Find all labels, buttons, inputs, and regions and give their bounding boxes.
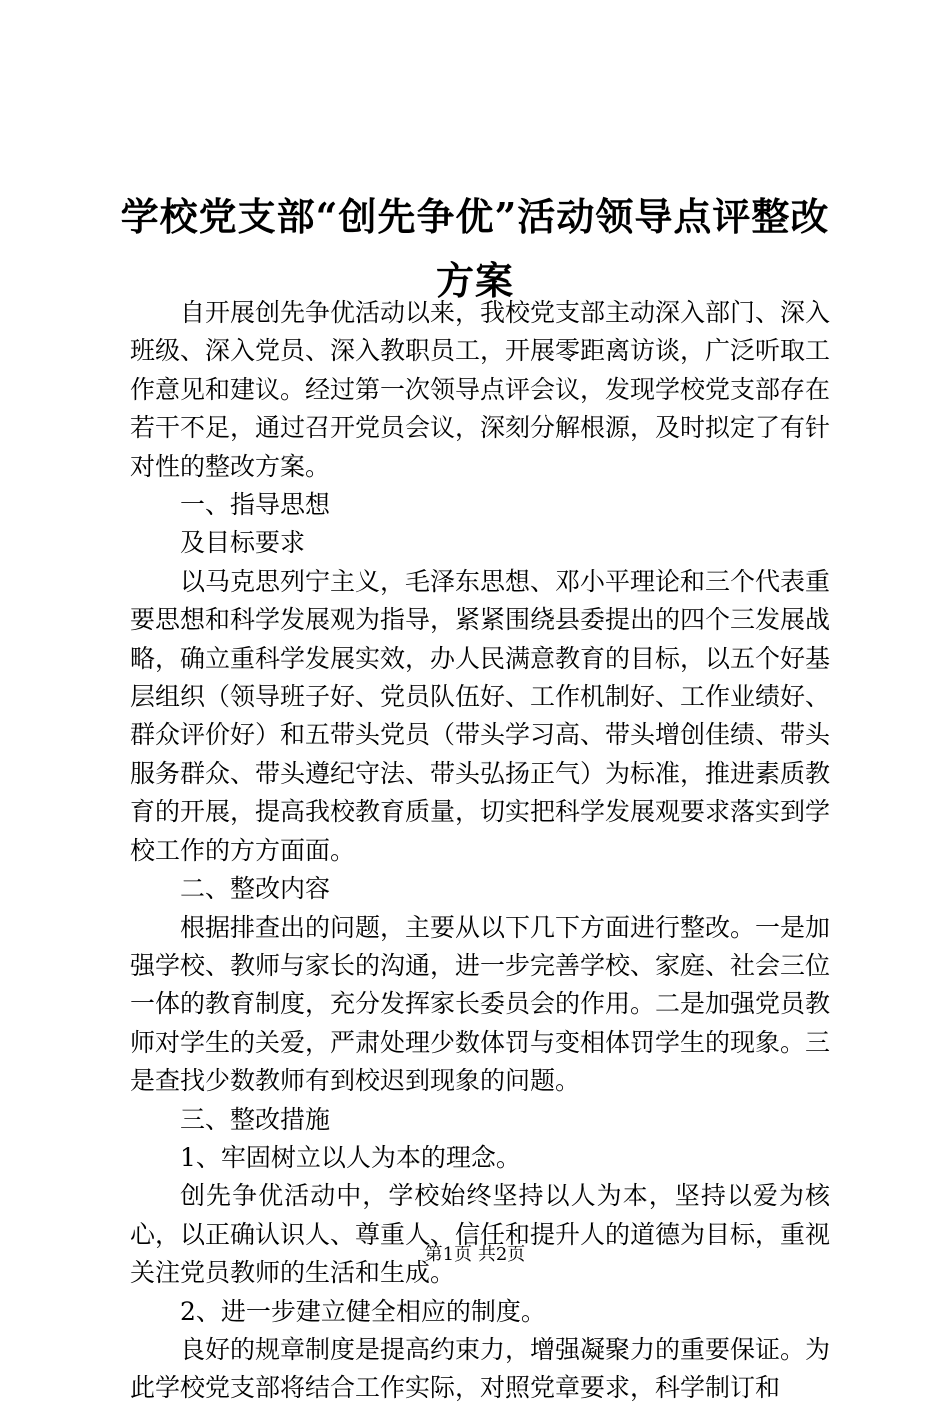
page-footer: 第1页 共2页 (424, 1244, 526, 1265)
subheading-people-oriented: 1、牢固树立以人为本的理念。 (180, 1142, 521, 1172)
people-oriented-paragraph: 创先争优活动中，学校始终坚持以人为本，坚持以爱为核心，以正确认识人、尊重人、信任和提升人的道德为目标，重视关注党员教师的生活和生成。 (130, 1181, 831, 1288)
section-heading-rectification-content: 二、整改内容 (180, 874, 331, 904)
section-heading-guiding-ideology: 一、指导思想 (180, 490, 331, 520)
section-heading-measures: 三、整改措施 (180, 1104, 331, 1134)
systems-paragraph: 良好的规章制度是提高约束力，增强凝聚力的重要保证。为此学校党支部将结合工作实际，对照党章要求，科学制订和 (130, 1334, 831, 1403)
document-title: 学校党支部“创先争优”活动领导点评整改方案 (120, 194, 830, 304)
intro-paragraph: 自开展创先争优活动以来，我校党支部主动深入部门、深入班级、深入党员、深入教职员工，开展零距离访谈，广泛听取工作意见和建议。经过第一次领导点评会议，发现学校党支部存在若干不足，通过召开党员会议，深刻分解根源，及时拟定了有针对性的整改方案。 (130, 298, 831, 481)
content-paragraph: 根据排查出的问题，主要从以下几下方面进行整改。一是加强学校、教师与家长的沟通，进一步完善学校、家庭、社会三位一体的教育制度，充分发挥家长委员会的作用。二是加强党员教师对学生的关爱，严肃处理少数体罚与变相体罚学生的现象。三是查找少数教师有到校迟到现象的问题。 (130, 912, 831, 1096)
subheading-systems: 2、进一步建立健全相应的制度。 (180, 1296, 546, 1326)
guiding-paragraph: 以马克思列宁主义，毛泽东思想、邓小平理论和三个代表重要思想和科学发展观为指导，紧紧围绕县委提出的四个三发展战略，确立重科学发展实效，办人民满意教育的目标，以五个好基层组织（领导班子好、党员队伍好、工作机制好、工作业绩好、群众评价好）和五带头党员（带头学习高、带头增创佳绩、带头服务群众、带头遵纪守法、带头弘扬正气）为标准，推进素质教育的开展，提高我校教育质量，切实把科学发展观要求落实到学校工作的方方面面。 (130, 566, 831, 865)
document-body (130, 294, 830, 1408)
section-heading-goals: 及目标要求 (180, 528, 306, 558)
